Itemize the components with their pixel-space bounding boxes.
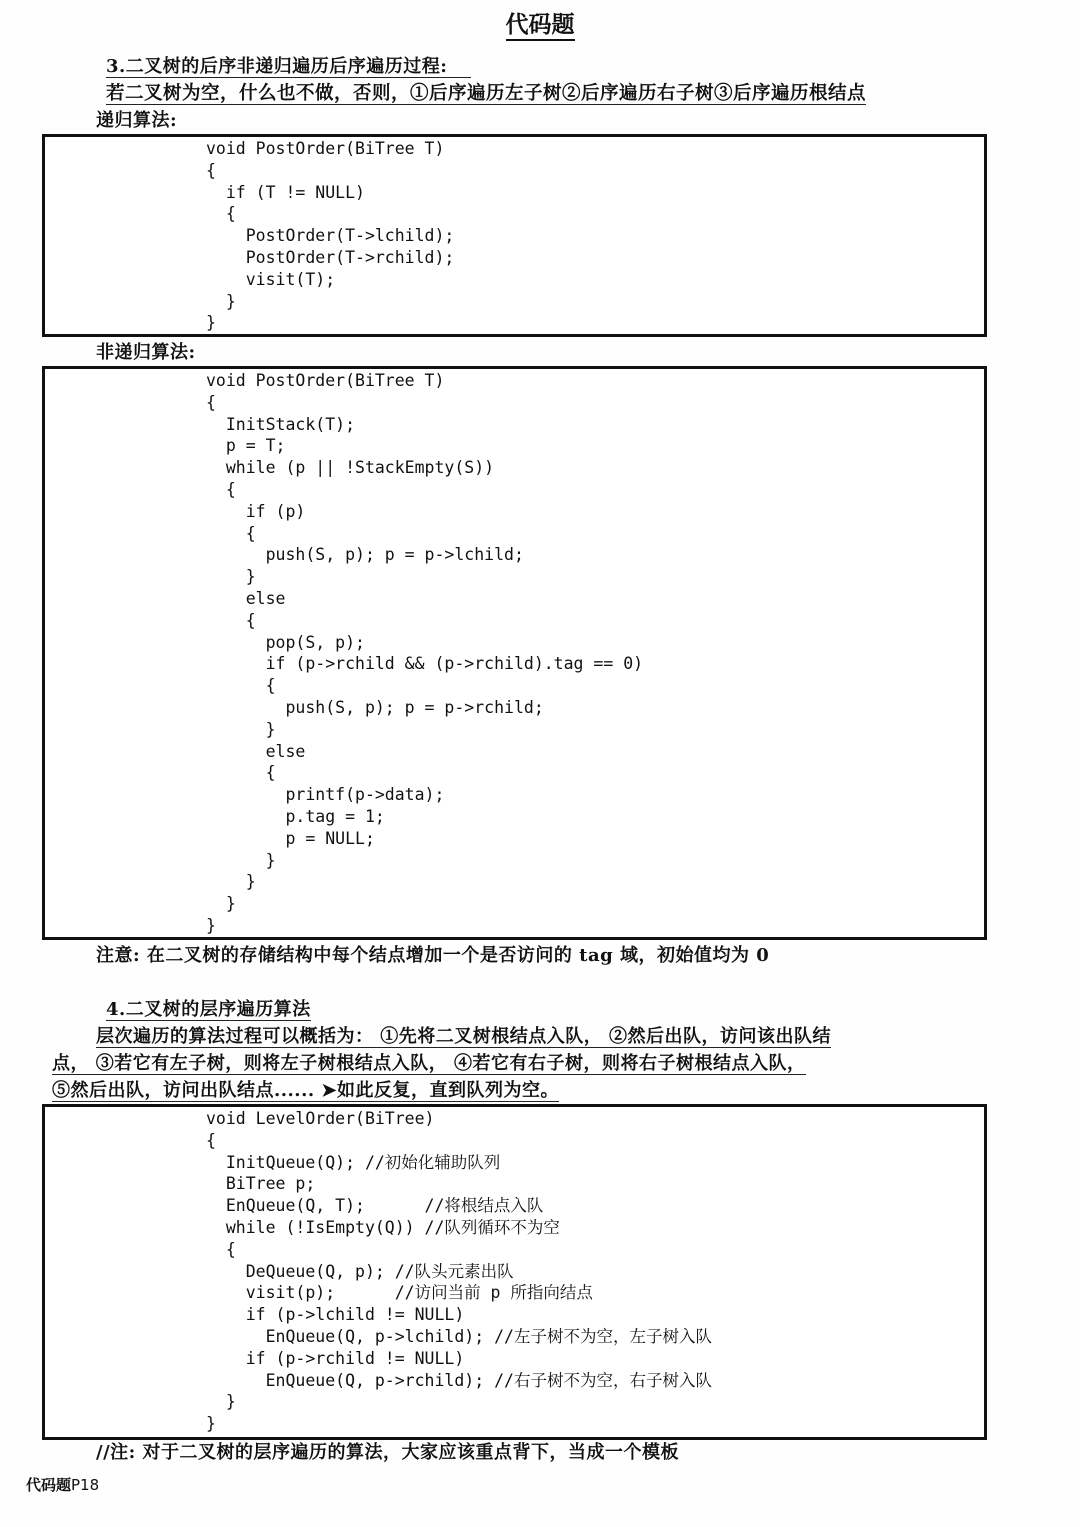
code-line: } (206, 567, 256, 587)
section3-description: 若二叉树为空，什么也不做，否则，①后序遍历左子树②后序遍历右子树③后序遍历根结点 (106, 83, 867, 104)
code-line: if (p->rchild != NULL) (206, 1348, 465, 1368)
code-line: { (206, 676, 276, 696)
code-line: void PostOrder(BiTree T) (206, 371, 445, 390)
code-line: DeQueue(Q, p); //队头元素出队 (206, 1261, 514, 1281)
code-line: } (206, 291, 236, 311)
code-line: { (206, 610, 256, 630)
recursive-label: 递归算法: (96, 110, 178, 131)
code-line: while (p || !StackEmpty(S)) (206, 458, 495, 478)
code-line: else (206, 588, 286, 608)
code-line: if (p->lchild != NULL) (206, 1305, 465, 1325)
code-line: InitStack(T); (206, 414, 356, 434)
code-line: } (206, 850, 276, 870)
code-line: { (206, 479, 236, 499)
code-line: EnQueue(Q, T); //将根结点入队 (206, 1196, 544, 1216)
code-line: void LevelOrder(BiTree) (206, 1109, 435, 1128)
code-line: p = NULL; (206, 828, 375, 848)
code-line: } (206, 872, 256, 892)
code-line: PostOrder(T->rchild); (206, 247, 455, 267)
code-line: { (206, 1239, 236, 1259)
code-line: p.tag = 1; (206, 806, 385, 826)
code-line: if (p) (206, 501, 306, 521)
code-line: EnQueue(Q, p->rchild); //右子树不为空，右子树入队 (206, 1370, 712, 1390)
code-line: BiTree p; (206, 1174, 316, 1194)
section4-note: //注: 对于二叉树的层序遍历的算法，大家应该重点背下，当成一个模板 (96, 1442, 680, 1463)
code-line: while (!IsEmpty(Q)) //队列循环不为空 (206, 1217, 560, 1237)
code-line: { (206, 160, 216, 180)
section3-heading: 3.二叉树的后序非递归遍历后序遍历过程: (106, 54, 471, 80)
code-line: p = T; (206, 436, 286, 456)
code-line: { (206, 1130, 216, 1150)
code-line: InitQueue(Q); //初始化辅助队列 (206, 1152, 501, 1172)
code-line: else (206, 741, 306, 761)
recursive-code (206, 138, 454, 334)
nonrecursive-label: 非递归算法: (96, 342, 196, 363)
page-title: 代码题 (0, 6, 1080, 39)
code-line: visit(p); //访问当前 p 所指向结点 (206, 1283, 593, 1303)
section4-description-line-2: 点， ③若它有左子树，则将左子树根结点入队， ④若它有右子树，则将右子树根结点入队， (52, 1053, 806, 1074)
page-footer: 代码题P18 (26, 1476, 100, 1494)
code-line: } (206, 894, 236, 914)
section4-description-line-1: 层次遍历的算法过程可以概括为： ①先将二叉树根结点入队， ②然后出队，访问该出队结 (96, 1026, 832, 1047)
code-line: { (206, 204, 236, 224)
code-line: void PostOrder(BiTree T) (206, 139, 445, 158)
code-line: EnQueue(Q, p->lchild); //左子树不为空，左子树入队 (206, 1326, 712, 1346)
code-line: } (206, 719, 276, 739)
levelorder-code (206, 1108, 712, 1435)
recursive-code-box (42, 134, 987, 337)
section4-heading: 4.二叉树的层序遍历算法 (106, 999, 311, 1020)
code-line: } (206, 1392, 236, 1412)
code-line: } (206, 1414, 216, 1434)
code-line: } (206, 313, 216, 333)
code-line: if (p->rchild && (p->rchild).tag == 0) (206, 654, 644, 674)
code-line: { (206, 763, 276, 783)
code-line: } (206, 915, 216, 935)
code-line: push(S, p); p = p->lchild; (206, 545, 524, 565)
code-line: { (206, 523, 256, 543)
code-line: { (206, 392, 216, 412)
code-line: if (T != NULL) (206, 182, 365, 202)
code-line: PostOrder(T->lchild); (206, 226, 455, 246)
section4-description-line-3: ⑤然后出队，访问出队结点...... ➤如此反复，直到队列为空。 (52, 1080, 559, 1101)
code-line: pop(S, p); (206, 632, 365, 652)
code-line: printf(p->data); (206, 785, 445, 805)
section3-note: 注意: 在二叉树的存储结构中每个结点增加一个是否访问的 tag 域，初始值均为 0 (96, 945, 770, 966)
code-line: visit(T); (206, 269, 336, 289)
nonrecursive-code (206, 370, 643, 937)
code-line: push(S, p); p = p->rchild; (206, 697, 544, 717)
